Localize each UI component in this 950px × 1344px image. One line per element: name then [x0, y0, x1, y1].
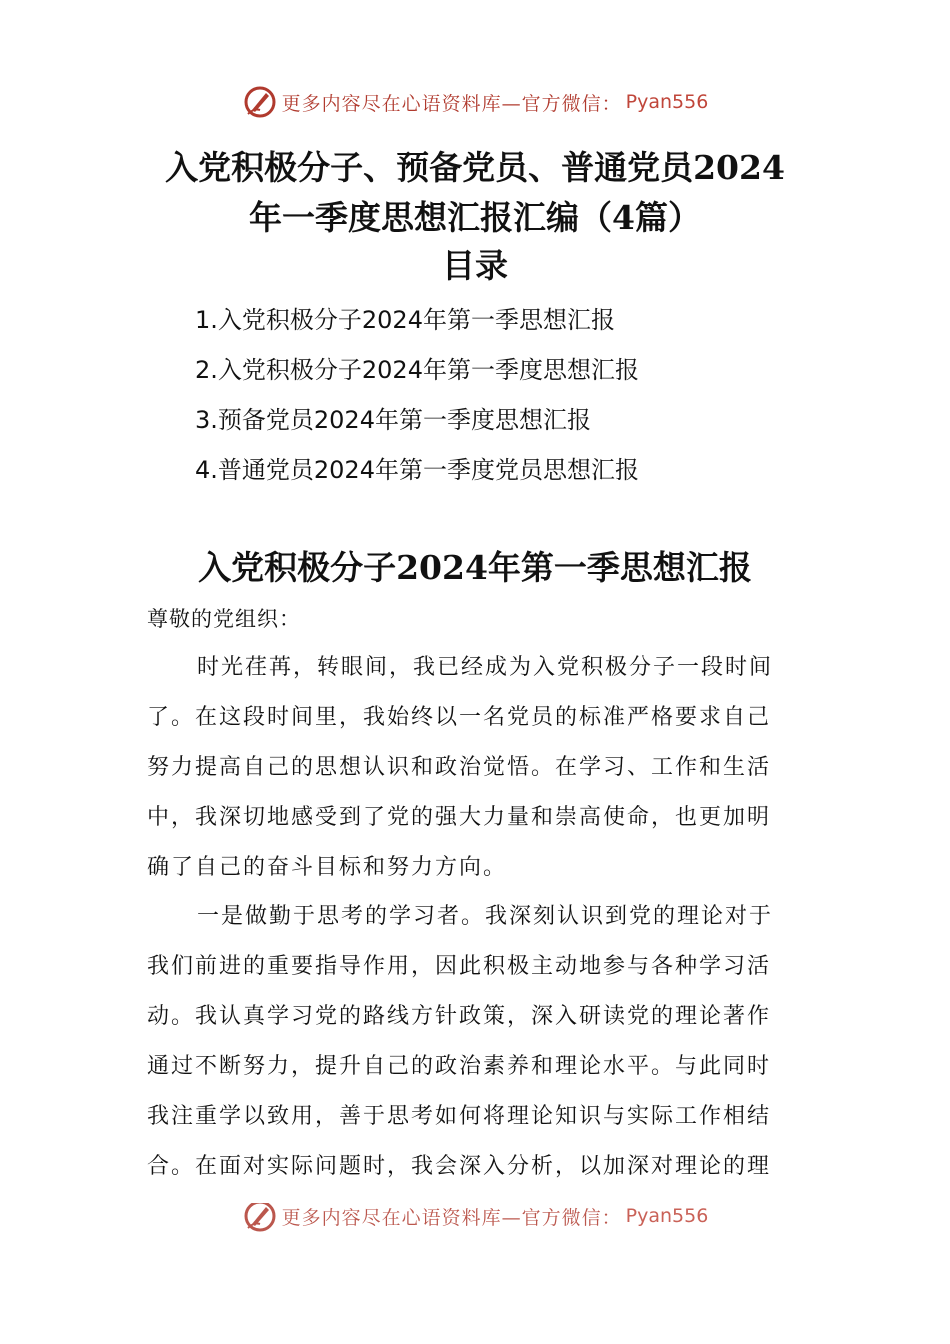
banner-text: 更多内容尽在心语资料库—官方微信：	[281, 92, 622, 115]
title-line-2: 年一季度思想汇报汇编（4篇）	[249, 198, 701, 237]
section-title: 入党积极分子2024年第一季思想汇报	[198, 548, 752, 587]
banner-text: 更多内容尽在心语资料库—官方微信：	[281, 1206, 622, 1229]
header-banner	[0, 82, 950, 122]
salutation: 尊敬的党组织：	[147, 607, 301, 631]
paragraph-line: 确了自己的奋斗目标和努力方向。	[147, 855, 508, 880]
document-title	[120, 143, 830, 243]
toc-item[interactable]: 2.入党积极分子2024年第一季度思想汇报	[195, 356, 639, 384]
paragraph-line: 努力提高自己的思想认识和政治觉悟。在学习、工作和生活	[147, 755, 772, 780]
banner-wechat-id: Pyan556	[625, 91, 709, 113]
paragraph-line: 通过不断努力，提升自己的政治素养和理论水平。与此同时	[147, 1054, 772, 1079]
pen-logo-icon	[242, 84, 278, 120]
paragraph-line: 一是做勤于思考的学习者。我深刻认识到党的理论对于	[197, 904, 774, 929]
banner-wechat-id: Pyan556	[625, 1205, 709, 1227]
paragraph-line: 了。在这段时间里，我始终以一名党员的标准严格要求自己	[147, 705, 772, 730]
toc-item[interactable]: 4.普通党员2024年第一季度党员思想汇报	[195, 456, 639, 484]
paragraph-line: 时光荏苒，转眼间，我已经成为入党积极分子一段时间	[197, 655, 774, 680]
paragraph-line: 中，我深切地感受到了党的强大力量和崇高使命，也更加明	[147, 805, 772, 830]
paragraph-line: 动。我认真学习党的路线方针政策，深入研读党的理论著作	[147, 1004, 772, 1029]
paragraph-2	[147, 892, 805, 1192]
footer-banner	[0, 1203, 950, 1239]
pen-logo-icon	[242, 1203, 278, 1234]
toc-item[interactable]: 1.入党积极分子2024年第一季思想汇报	[195, 306, 615, 334]
toc-heading: 目录	[442, 246, 508, 285]
paragraph-line: 我注重学以致用，善于思考如何将理论知识与实际工作相结	[147, 1104, 772, 1129]
toc-item[interactable]: 3.预备党员2024年第一季度思想汇报	[195, 406, 591, 434]
table-of-contents	[195, 295, 639, 495]
paragraph-1	[147, 643, 805, 893]
title-line-1: 入党积极分子、预备党员、普通党员2024	[165, 148, 785, 187]
paragraph-line: 我们前进的重要指导作用，因此积极主动地参与各种学习活	[147, 954, 772, 979]
paragraph-line: 合。在面对实际问题时，我会深入分析，以加深对理论的理	[147, 1154, 772, 1179]
